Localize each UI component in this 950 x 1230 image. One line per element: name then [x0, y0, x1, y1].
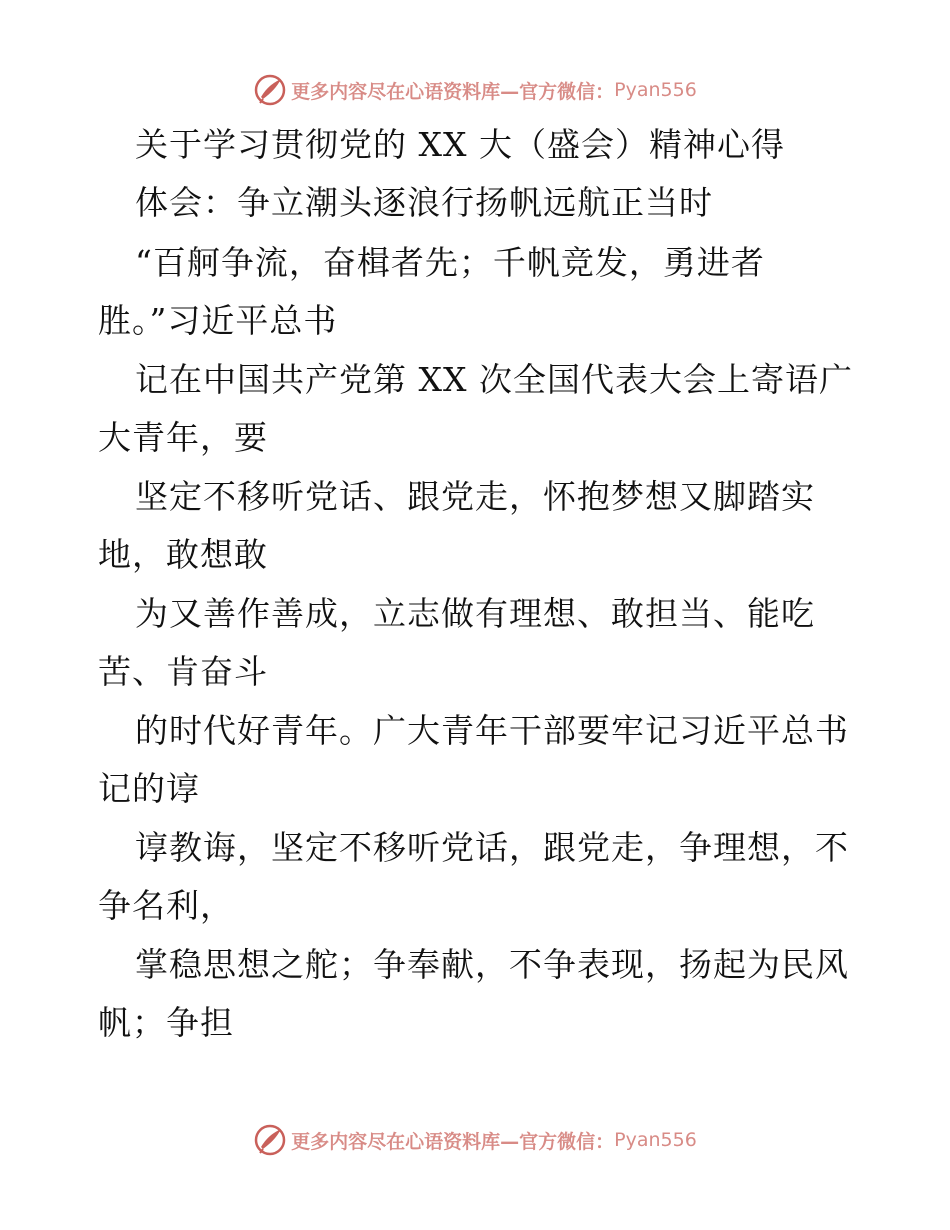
footer-watermark-banner: [0, 1120, 950, 1160]
banner-text: 更多内容尽在心语资料库—官方微信：: [291, 80, 615, 103]
header-watermark-banner: [0, 70, 950, 110]
text-line: 苦、肯奋斗: [98, 652, 268, 691]
text-line: 帆；争担: [98, 1003, 234, 1042]
text-line: 谆教诲，坚定不移听党话，跟党走，争理想，不: [135, 828, 849, 867]
text-line: 掌稳思想之舵；争奉献，不争表现，扬起为民风: [135, 945, 849, 984]
text-line: 地，敢想敢: [98, 535, 268, 574]
text-line: 体会：争立潮头逐浪行扬帆远航正当时: [135, 183, 713, 222]
banner-contact: Pyan556: [614, 1129, 697, 1151]
text-line: “百舸争流，奋楫者先；千帆竞发，勇进者: [135, 243, 765, 282]
text-line: 记在中国共产党第 XX 次全国代表大会上寄语广: [135, 360, 853, 399]
text-line: 为又善作善成，立志做有理想、敢担当、能吃: [135, 594, 815, 633]
quill-pen-logo-icon: [253, 73, 287, 107]
text-line: 坚定不移听党话、跟党走，怀抱梦想又脚踏实: [135, 477, 815, 516]
banner-contact: Pyan556: [614, 79, 697, 101]
text-line: 记的谆: [98, 769, 200, 808]
banner-text: 更多内容尽在心语资料库—官方微信：: [291, 1130, 615, 1153]
text-line: 的时代好青年。广大青年干部要牢记习近平总书: [135, 711, 849, 750]
text-line: 争名利，: [98, 886, 234, 925]
text-line: 大青年，要: [98, 418, 268, 457]
quill-pen-logo-icon: [253, 1123, 287, 1157]
text-line: 关于学习贯彻党的 XX 大（盛会）精神心得: [135, 125, 785, 164]
text-line: 胜。”习近平总书: [98, 301, 338, 340]
